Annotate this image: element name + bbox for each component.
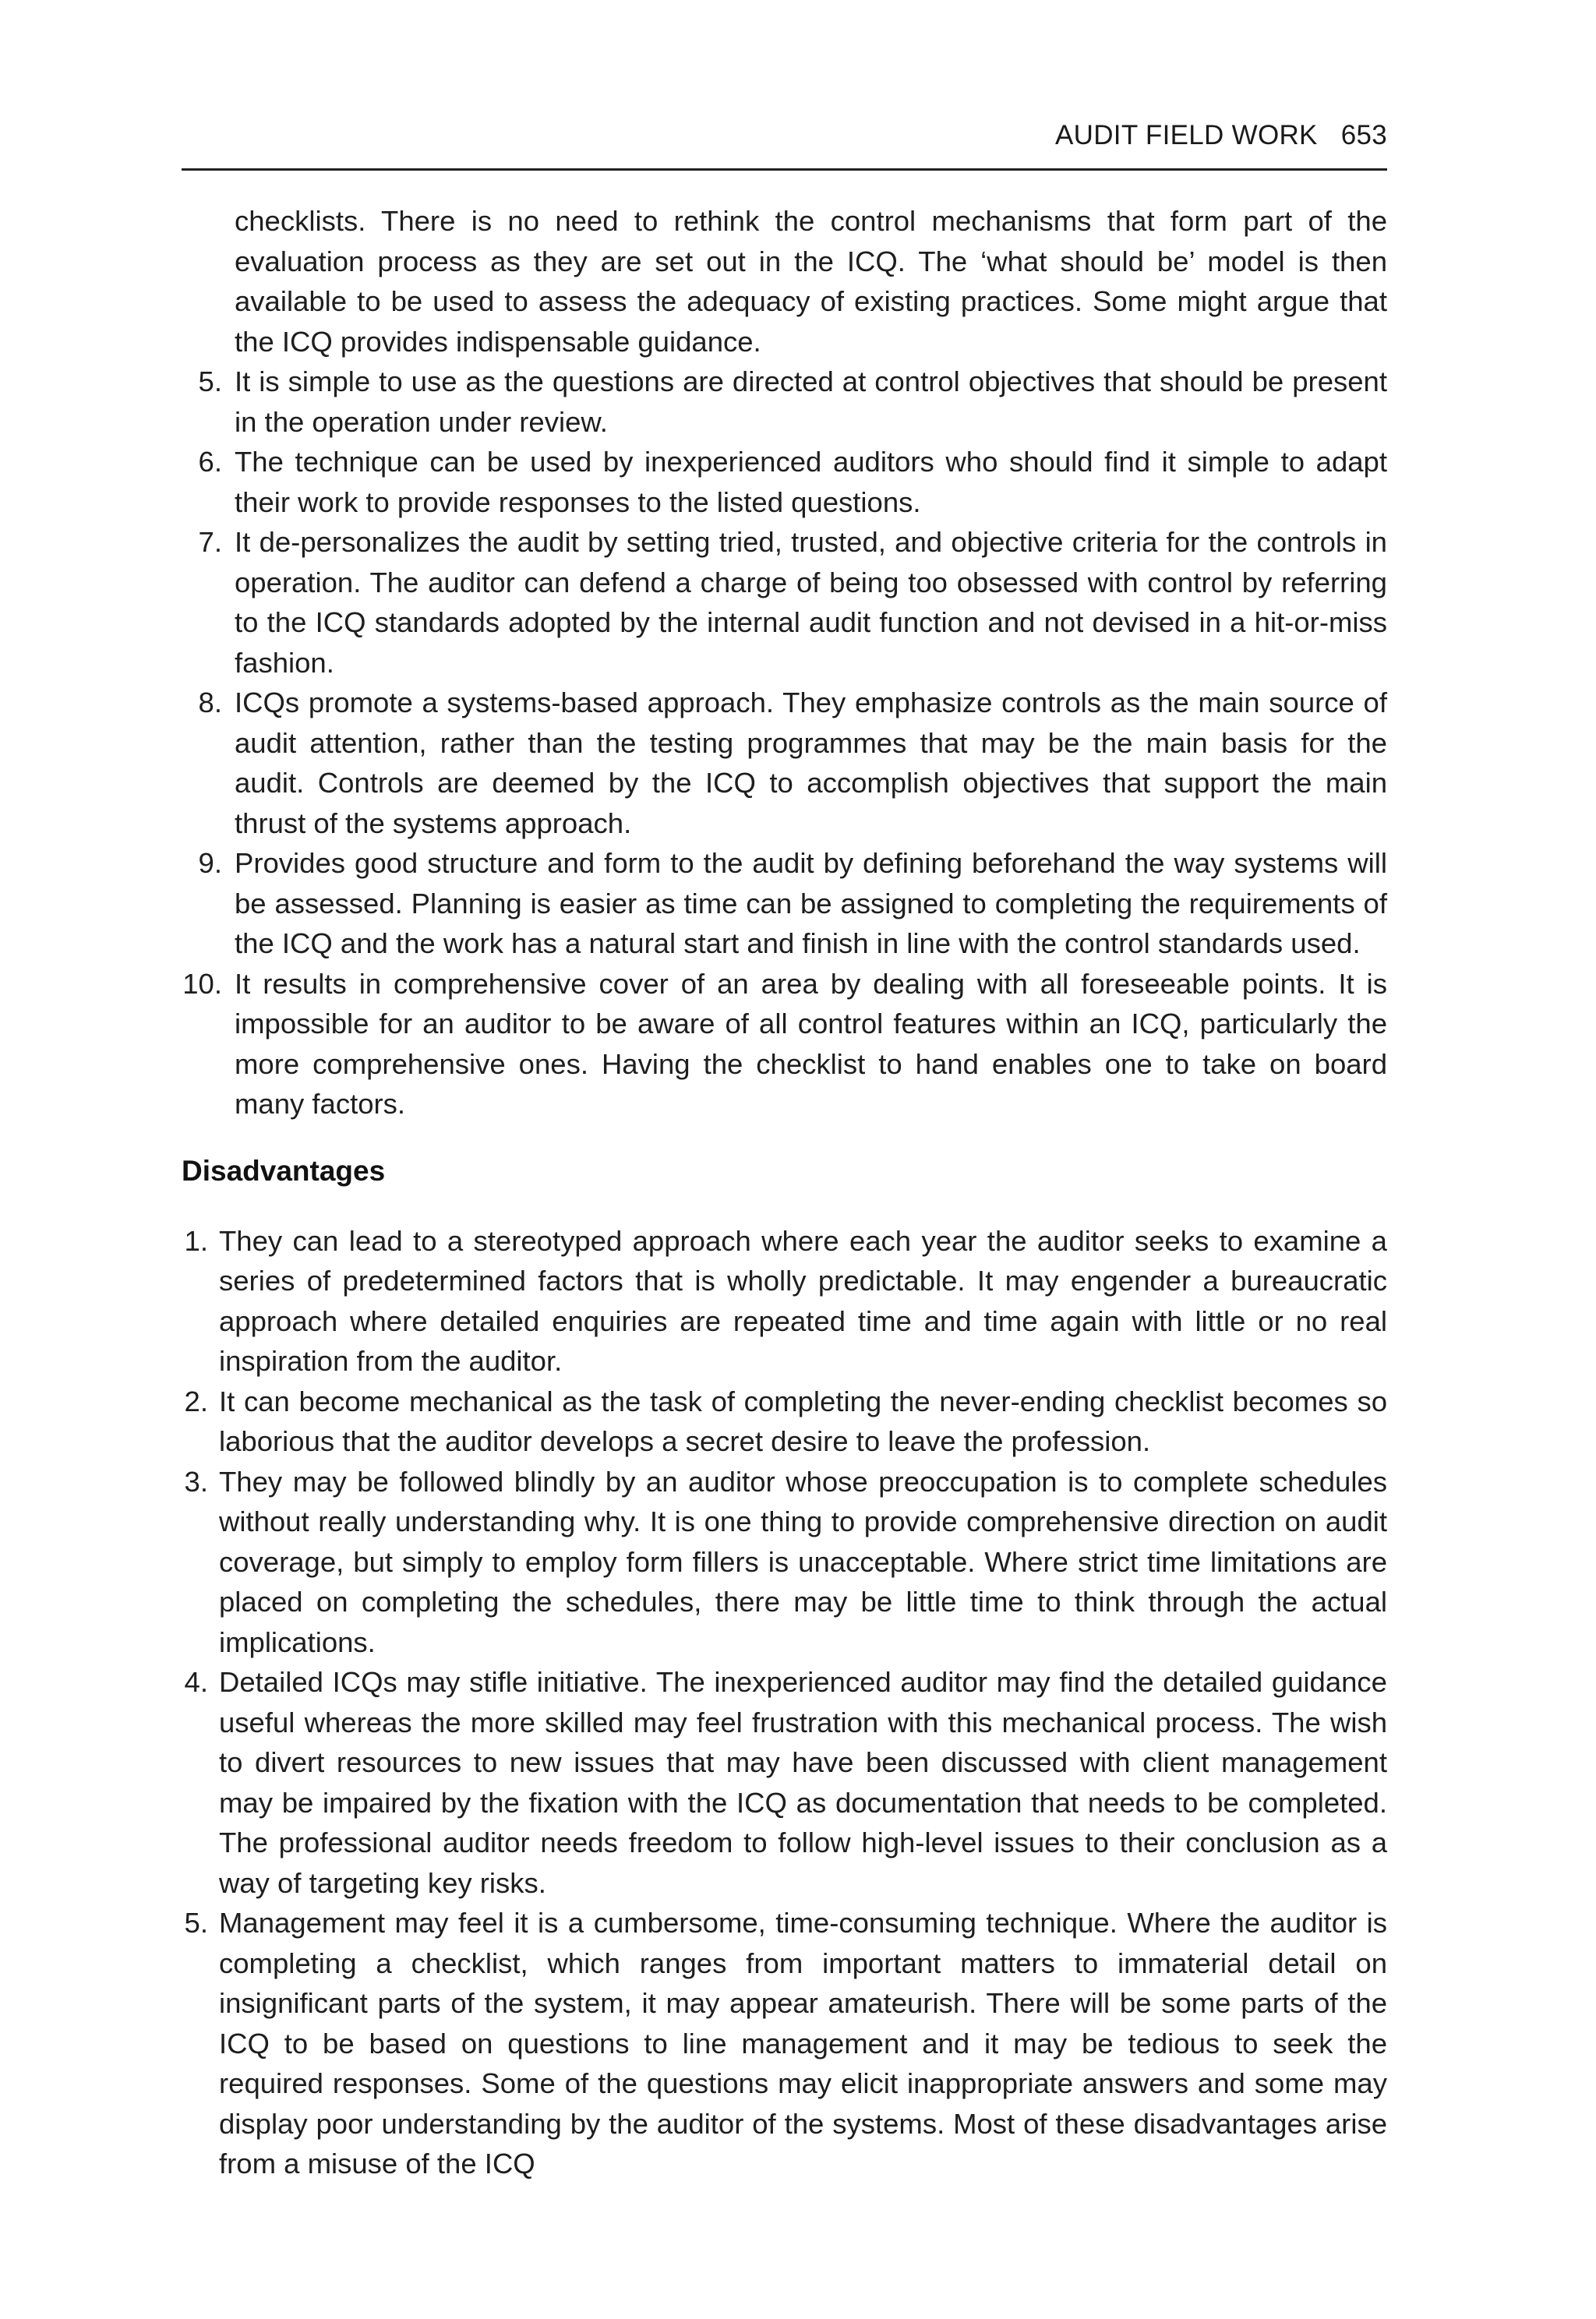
- item-number: 5.: [198, 365, 222, 397]
- list-item: [182, 1662, 1387, 1903]
- list-item: [182, 201, 1387, 362]
- item-text: It de-personalizes the audit by setting tried, trusted, and objective criteria for the controls in operation. The auditor can defend a charge of being too obsessed with control by referring to the ICQ standards adopted by the internal audit function and not devised in a hit-or-miss fashion.: [235, 526, 1387, 679]
- item-number: 7.: [198, 526, 222, 558]
- item-text: The technique can be used by inexperienced auditors who should find it simple to adapt their work to provide responses to the listed questions.: [235, 446, 1387, 518]
- item-text: ICQs promote a systems-based approach. They emphasize controls as the main source of audit attention, rather than the testing programmes that may be the main basis for the audit. Controls are deemed by the ICQ to accomplish objectives that support the main thrust of the systems approach.: [235, 687, 1387, 839]
- list-item: [182, 683, 1387, 843]
- item-number: 5.: [184, 1907, 208, 1939]
- list-item: [182, 1382, 1387, 1462]
- disadvantages-list: [182, 1221, 1387, 2184]
- list-item: [182, 442, 1387, 522]
- item-text: It results in comprehensive cover of an area by dealing with all foreseeable points. It is impossible for an auditor to be aware of all control features within an ICQ, particularly the more comprehensive ones. Having the checklist to hand enables one to take on board many factors.: [235, 967, 1387, 1120]
- item-number: 1.: [184, 1224, 208, 1257]
- section-heading-disadvantages: Disadvantages: [182, 1154, 386, 1187]
- list-item: [182, 522, 1387, 683]
- running-head: [1055, 120, 1387, 151]
- item-text: Detailed ICQs may stifle initiative. The inexperienced auditor may find the detailed guidance useful whereas the more skilled may feel frustration with this mechanical process. The wish to divert resources to new issues that may have been discussed with client management may be impaired by the fixation with the ICQ as documentation that needs to be completed. The professional auditor needs freedom to follow high-level issues to their conclusion as a way of targeting key risks.: [219, 1666, 1387, 1899]
- item-number: 3.: [184, 1465, 208, 1498]
- item-number: 2.: [184, 1385, 208, 1417]
- list-item: [182, 362, 1387, 442]
- item-number: 9.: [198, 847, 222, 879]
- page-body: [182, 201, 1387, 2184]
- item-text: They can lead to a stereotyped approach where each year the auditor seeks to examine a series of predetermined factors that is wholly predictable. It may engender a bureaucratic approach where detailed enquiries are repeated time and time again with little or no real inspiration from the auditor.: [219, 1224, 1387, 1377]
- list-item: [182, 1221, 1387, 1382]
- advantages-list-continued: [182, 201, 1387, 1124]
- header-rule: [182, 168, 1387, 171]
- list-item: [182, 1462, 1387, 1663]
- running-title: AUDIT FIELD WORK: [1055, 120, 1318, 150]
- list-item: [182, 1903, 1387, 2184]
- page-number: 653: [1340, 120, 1387, 150]
- item-number: 4.: [184, 1666, 208, 1698]
- item-text: Management may feel it is a cumbersome, time-consuming technique. Where the auditor is completing a checklist, which ranges from important matters to immaterial detail on insignificant parts of the system, it may appear amateurish. There will be some parts of the ICQ to be based on questions to line management and it may be tedious to seek the required responses. Some of the questions may elicit inappropriate answers and some may display poor understanding by the auditor of the systems. Most of these disadvantages arise from a misuse of the ICQ: [219, 1907, 1387, 2180]
- item-text: It is simple to use as the questions are directed at control objectives that should be present in the operation under review.: [235, 365, 1387, 438]
- item-number: 8.: [198, 687, 222, 718]
- item-text: They may be followed blindly by an auditor whose preoccupation is to complete schedules without really understanding why. It is one thing to provide comprehensive direction on audit coverage, but simply to employ form fillers is unacceptable. Where strict time limitations are placed on completing the schedules, there may be little time to think through the actual implications.: [219, 1465, 1387, 1658]
- list-item: [182, 964, 1387, 1124]
- item-text: checklists. There is no need to rethink the control mechanisms that form part of the evaluation process as they are set out in the ICQ. The ‘what should be’ model is then available to be used to assess the adequacy of existing practices. Some might argue that the ICQ provides indispensable guidance.: [235, 205, 1387, 358]
- item-text: It can become mechanical as the task of completing the never-ending checklist becomes so laborious that the auditor develops a secret desire to leave the profession.: [219, 1385, 1387, 1457]
- item-number: 10.: [182, 967, 222, 1000]
- item-number: 6.: [198, 446, 222, 478]
- book-page: [182, 0, 1387, 2319]
- list-item: [182, 843, 1387, 964]
- item-text: Provides good structure and form to the audit by defining beforehand the way systems will be assessed. Planning is easier as time can be assigned to completing the requirements of the ICQ and the work has a natural start and finish in line with the control standards used.: [235, 847, 1387, 959]
